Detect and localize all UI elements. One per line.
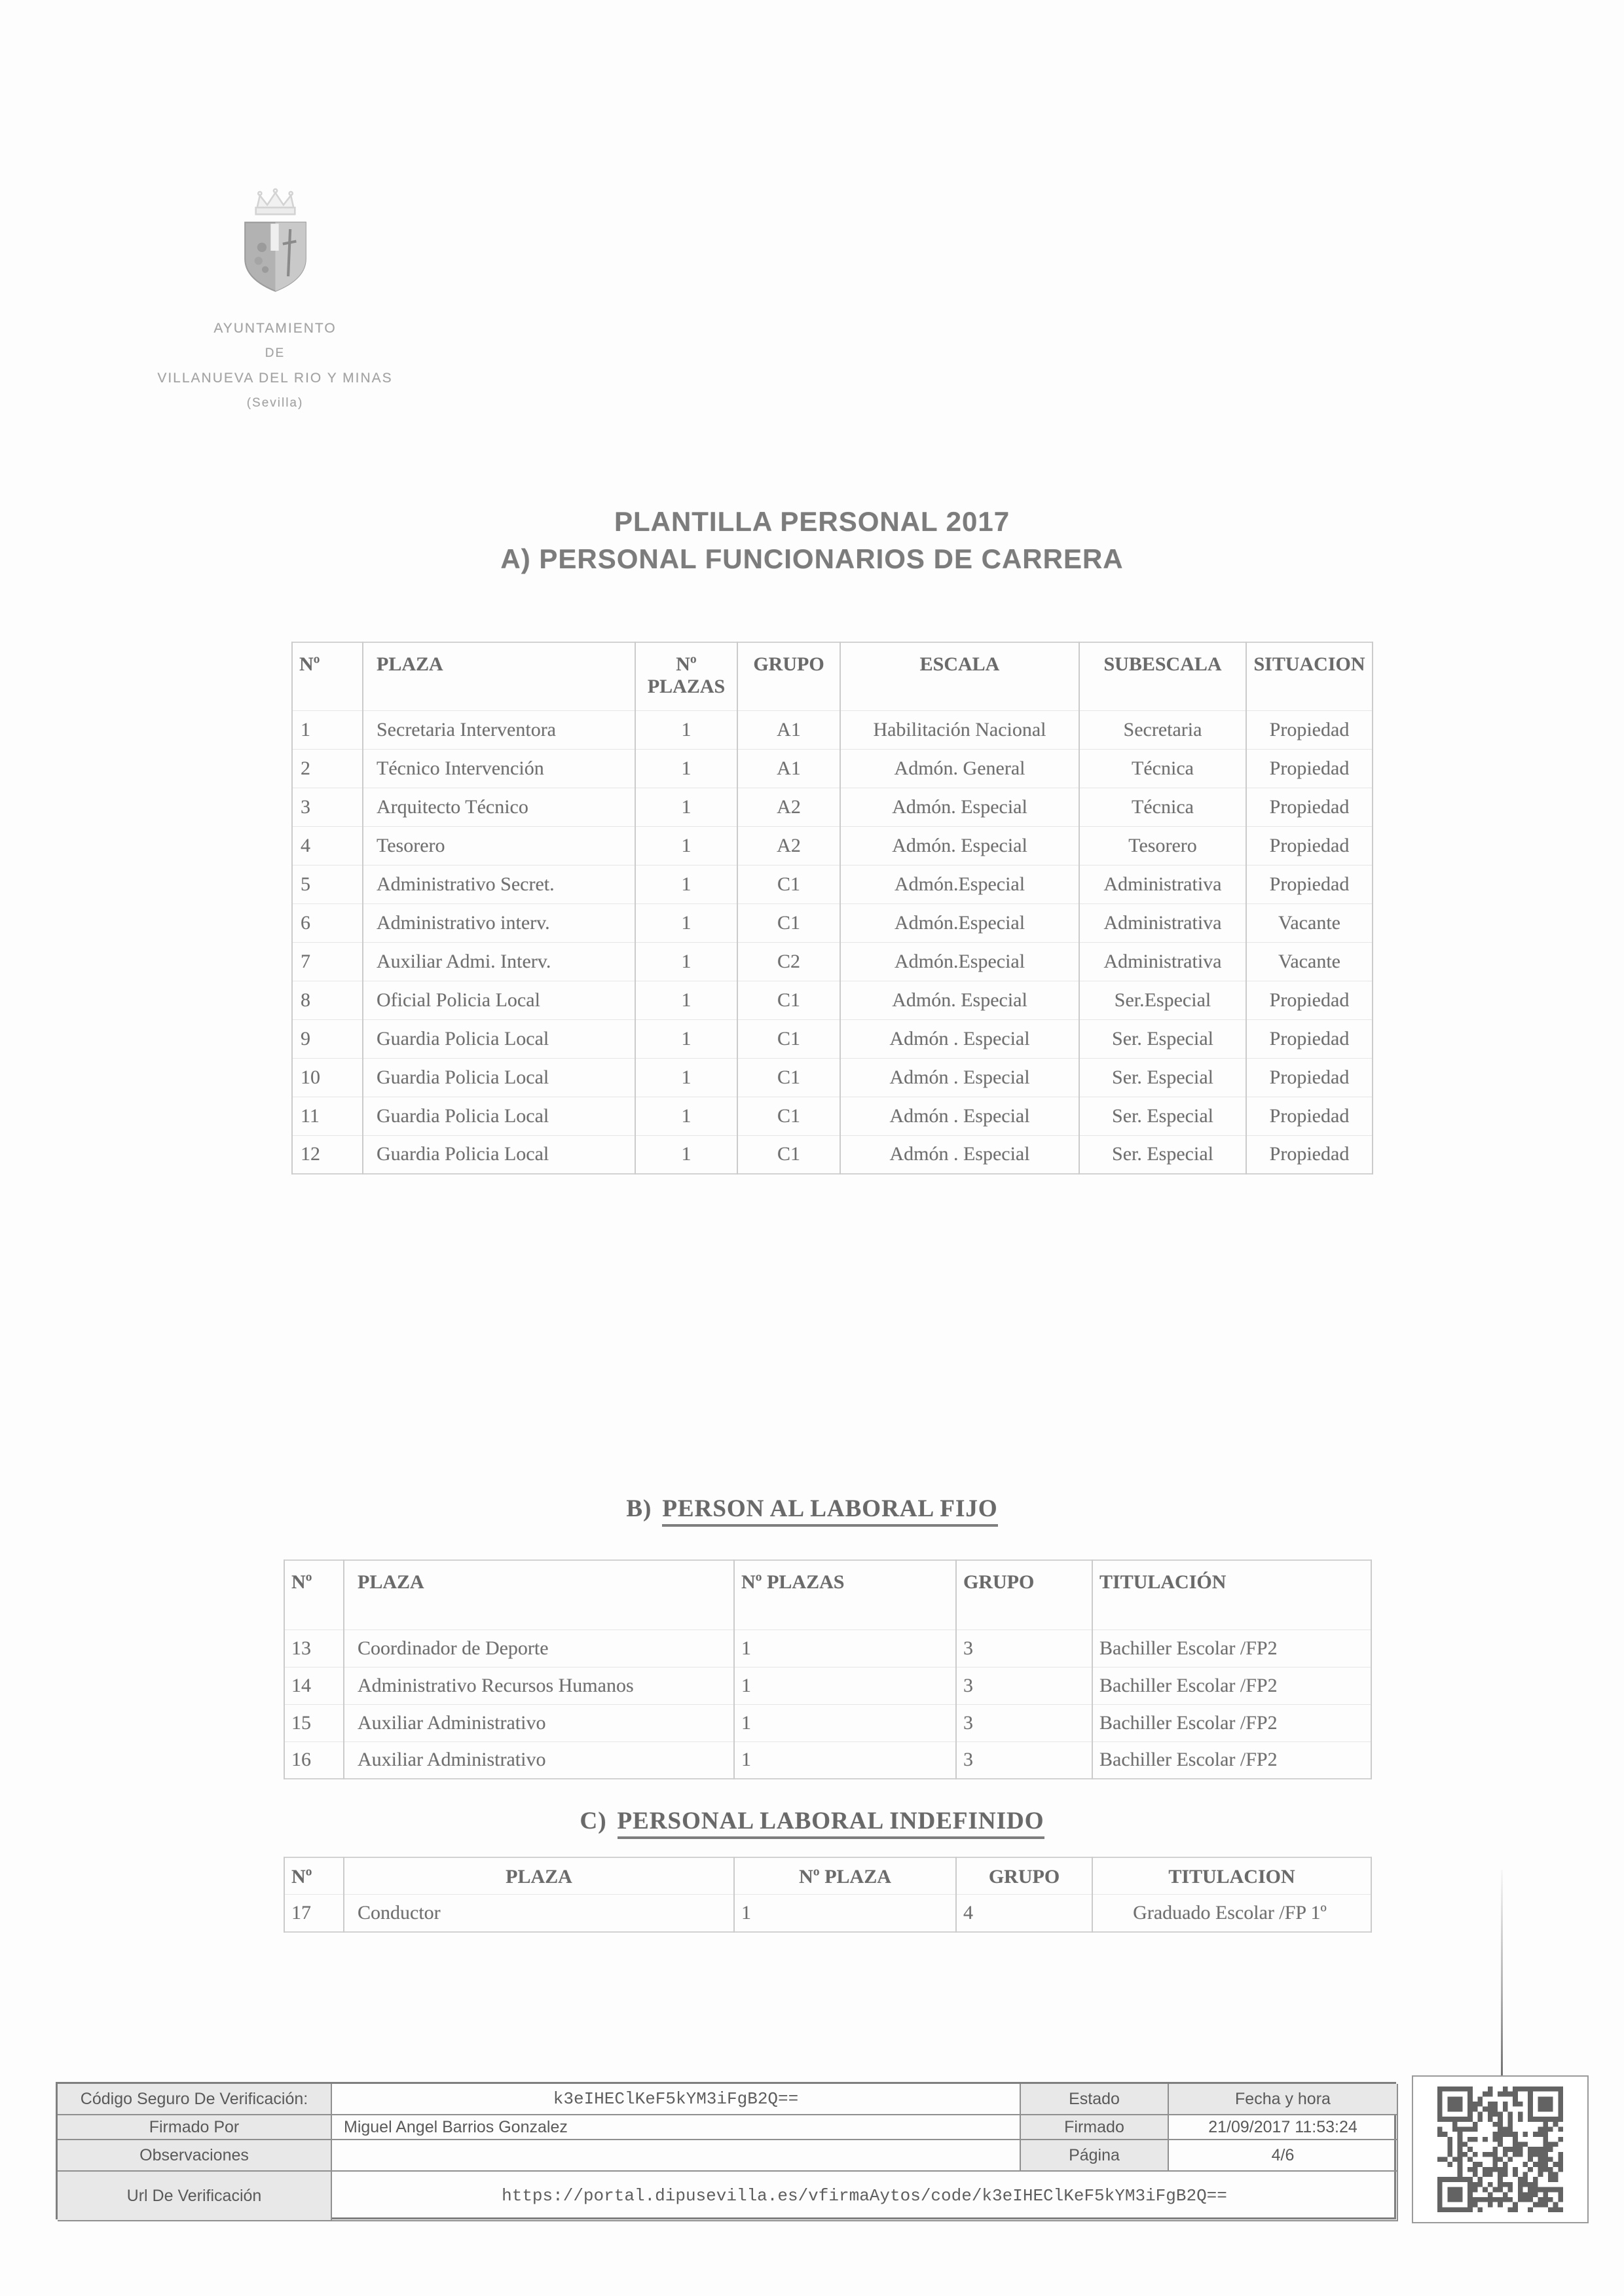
funcionarios-de-carrera-table — [291, 642, 1373, 1175]
table-cell: Técnica — [1079, 749, 1246, 788]
estado-header: Estado — [1021, 2084, 1169, 2115]
table-cell: Propiedad — [1246, 826, 1373, 865]
url-value: https://portal.dipusevilla.es/vfirmaAytos/code/k3eIHEClKeF5kYM3iFgB2Q== — [332, 2172, 1398, 2221]
table-cell: Propiedad — [1246, 710, 1373, 749]
column-header: GRUPO — [956, 1857, 1092, 1894]
table-cell: Propiedad — [1246, 981, 1373, 1019]
table-cell: Propiedad — [1246, 1058, 1373, 1097]
column-header: GRUPO — [737, 642, 840, 710]
section-b-heading — [0, 1495, 1624, 1523]
fecha-value: 21/09/2017 11:53:24 — [1169, 2115, 1398, 2140]
table-cell: Admón. Especial — [840, 788, 1079, 826]
table-cell: Propiedad — [1246, 1097, 1373, 1135]
table-cell: Auxiliar Administrativo — [344, 1741, 734, 1779]
org-name-line1: AYUNTAMIENTO — [213, 321, 337, 336]
table-cell: Admón. Especial — [840, 826, 1079, 865]
column-header: PLAZA — [363, 642, 635, 710]
column-header: TITULACION — [1092, 1857, 1371, 1894]
table-cell: 1 — [635, 788, 737, 826]
table-cell: C1 — [737, 1097, 840, 1135]
csv-value: k3eIHEClKeF5kYM3iFgB2Q== — [332, 2084, 1021, 2115]
table-cell: 6 — [292, 903, 363, 942]
observaciones-value — [332, 2140, 1021, 2172]
table-cell: Administrativo Secret. — [363, 865, 635, 903]
table-cell: 11 — [292, 1097, 363, 1135]
table-row — [292, 749, 1373, 788]
table-cell: 1 — [635, 903, 737, 942]
table-cell: 3 — [292, 788, 363, 826]
table-cell: 1 — [635, 749, 737, 788]
firmado-por-label: Firmado Por — [58, 2115, 332, 2140]
org-name-line4: (Sevilla) — [246, 396, 304, 410]
table-cell: Técnico Intervención — [363, 749, 635, 788]
table-cell: 1 — [635, 865, 737, 903]
table-cell: C1 — [737, 1019, 840, 1058]
table-cell: 4 — [292, 826, 363, 865]
table-row — [292, 788, 1373, 826]
observaciones-label: Observaciones — [58, 2140, 332, 2172]
table-cell: Propiedad — [1246, 749, 1373, 788]
table-cell: A2 — [737, 826, 840, 865]
table-cell: 13 — [284, 1630, 344, 1667]
table-cell: Habilitación Nacional — [840, 710, 1079, 749]
table-cell: Graduado Escolar /FP 1º — [1092, 1894, 1371, 1932]
table-cell: Bachiller Escolar /FP2 — [1092, 1630, 1371, 1667]
table-row — [284, 1630, 1371, 1667]
table-row — [292, 1097, 1373, 1135]
table-cell: Admón . Especial — [840, 1097, 1079, 1135]
table-cell: C2 — [737, 942, 840, 981]
table-cell: A1 — [737, 749, 840, 788]
table-cell: Guardia Policia Local — [363, 1097, 635, 1135]
table-cell: Ser.Especial — [1079, 981, 1246, 1019]
fecha-header: Fecha y hora — [1169, 2084, 1398, 2115]
table-row — [292, 1135, 1373, 1174]
table-row — [284, 1704, 1371, 1741]
table-cell: 1 — [635, 942, 737, 981]
table-cell: Admón.Especial — [840, 865, 1079, 903]
table-cell: C1 — [737, 903, 840, 942]
column-header: Nº PLAZAS — [734, 1560, 956, 1630]
table-cell: Admón . Especial — [840, 1058, 1079, 1097]
table-row — [284, 1667, 1371, 1704]
table-cell: Tesorero — [363, 826, 635, 865]
table-row — [292, 1019, 1373, 1058]
table-cell: C1 — [737, 1058, 840, 1097]
column-header: Nº — [292, 642, 363, 710]
table-cell: Bachiller Escolar /FP2 — [1092, 1704, 1371, 1741]
table-cell: Bachiller Escolar /FP2 — [1092, 1667, 1371, 1704]
table-cell: 5 — [292, 865, 363, 903]
table-cell: 4 — [956, 1894, 1092, 1932]
table-cell: Auxiliar Admi. Interv. — [363, 942, 635, 981]
table-cell: Ser. Especial — [1079, 1135, 1246, 1174]
column-header: PLAZA — [344, 1857, 734, 1894]
table-cell: 16 — [284, 1741, 344, 1779]
coat-of-arms-icon — [231, 183, 320, 298]
table-cell: Guardia Policia Local — [363, 1058, 635, 1097]
table-cell: Arquitecto Técnico — [363, 788, 635, 826]
table-cell: 10 — [292, 1058, 363, 1097]
org-name-line3: VILLANUEVA DEL RIO Y MINAS — [157, 371, 393, 386]
table-cell: 1 — [635, 1135, 737, 1174]
table-cell: Admón. Especial — [840, 981, 1079, 1019]
table-cell: Propiedad — [1246, 1135, 1373, 1174]
table-cell: Ser. Especial — [1079, 1019, 1246, 1058]
firmado-por-value: Miguel Angel Barrios Gonzalez — [332, 2115, 1021, 2140]
table-row — [284, 1741, 1371, 1779]
table-cell: Vacante — [1246, 942, 1373, 981]
qr-code-box — [1412, 2075, 1589, 2223]
table-cell: Propiedad — [1246, 788, 1373, 826]
table-cell: 1 — [734, 1741, 956, 1779]
table-cell: Coordinador de Deporte — [344, 1630, 734, 1667]
header-row — [292, 642, 1373, 710]
table-cell: 1 — [635, 826, 737, 865]
table-cell: Admón. General — [840, 749, 1079, 788]
table-cell: Auxiliar Administrativo — [344, 1704, 734, 1741]
table-cell: 17 — [284, 1894, 344, 1932]
table-cell: Tesorero — [1079, 826, 1246, 865]
table-cell: 14 — [284, 1667, 344, 1704]
table-cell: 1 — [635, 1097, 737, 1135]
table-cell: Secretaria Interventora — [363, 710, 635, 749]
table-cell: A1 — [737, 710, 840, 749]
table-cell: Secretaria — [1079, 710, 1246, 749]
table-cell: Bachiller Escolar /FP2 — [1092, 1741, 1371, 1779]
table-cell: Propiedad — [1246, 865, 1373, 903]
column-header: PLAZA — [344, 1560, 734, 1630]
column-header: SITUACION — [1246, 642, 1373, 710]
pagina-value: 4/6 — [1169, 2140, 1398, 2172]
signature-verification-table — [56, 2082, 1396, 2219]
table-cell: Guardia Policia Local — [363, 1019, 635, 1058]
table-cell: 1 — [635, 1019, 737, 1058]
verification-qr-code — [1437, 2086, 1563, 2212]
column-header: TITULACIÓN — [1092, 1560, 1371, 1630]
org-name-line2: DE — [265, 346, 286, 360]
table-cell: Técnica — [1079, 788, 1246, 826]
table-cell: 1 — [734, 1630, 956, 1667]
table-cell: 7 — [292, 942, 363, 981]
table-cell: C1 — [737, 865, 840, 903]
table-cell: 8 — [292, 981, 363, 1019]
table-row — [292, 826, 1373, 865]
table-cell: 3 — [956, 1741, 1092, 1779]
personal-laboral-indefinido-table — [284, 1857, 1372, 1933]
personal-laboral-fijo-table — [284, 1559, 1372, 1779]
header-row — [284, 1857, 1371, 1894]
table-cell: Administrativo Recursos Humanos — [344, 1667, 734, 1704]
table-cell: Administrativa — [1079, 942, 1246, 981]
table-row — [292, 865, 1373, 903]
section-c-prefix: C) — [580, 1808, 607, 1834]
table-cell: Oficial Policia Local — [363, 981, 635, 1019]
document-title — [403, 503, 1221, 577]
table-cell: 3 — [956, 1704, 1092, 1741]
csv-label: Código Seguro De Verificación: — [58, 2084, 332, 2115]
table-cell: 1 — [734, 1704, 956, 1741]
table-row — [292, 981, 1373, 1019]
table-cell: 1 — [292, 710, 363, 749]
table-row — [292, 942, 1373, 981]
url-label: Url De Verificación — [58, 2172, 332, 2221]
table-cell: Ser. Especial — [1079, 1097, 1246, 1135]
section-b-title: PERSON AL LABORAL FIJO — [662, 1495, 997, 1527]
table-cell: 2 — [292, 749, 363, 788]
table-cell: Ser. Especial — [1079, 1058, 1246, 1097]
table-row — [292, 710, 1373, 749]
section-c-heading — [0, 1807, 1624, 1835]
column-header: SUBESCALA — [1079, 642, 1246, 710]
title-line1: PLANTILLA PERSONAL 2017 — [614, 506, 1010, 537]
table-cell: Administrativa — [1079, 865, 1246, 903]
table-cell: 12 — [292, 1135, 363, 1174]
header-row — [284, 1560, 1371, 1630]
column-header: Nº — [284, 1560, 344, 1630]
table-cell: C1 — [737, 1135, 840, 1174]
table-row — [292, 903, 1373, 942]
column-header: ESCALA — [840, 642, 1079, 710]
scan-artifact-line — [1501, 1870, 1503, 2078]
estado-value: Firmado — [1021, 2115, 1169, 2140]
table-cell: 1 — [635, 981, 737, 1019]
table-row — [292, 1058, 1373, 1097]
header-logo-block — [151, 183, 399, 416]
table-cell: 3 — [956, 1630, 1092, 1667]
section-c-title: PERSONAL LABORAL INDEFINIDO — [618, 1808, 1044, 1839]
table-cell: Admón . Especial — [840, 1019, 1079, 1058]
table-cell: Admón.Especial — [840, 903, 1079, 942]
table-cell: Vacante — [1246, 903, 1373, 942]
column-header: GRUPO — [956, 1560, 1092, 1630]
table-cell: Administrativa — [1079, 903, 1246, 942]
column-header: Nº PLAZA — [734, 1857, 956, 1894]
table-cell: 1 — [734, 1667, 956, 1704]
table-cell: 1 — [635, 710, 737, 749]
table-cell: 1 — [734, 1894, 956, 1932]
title-line2: A) PERSONAL FUNCIONARIOS DE CARRERA — [500, 543, 1124, 574]
table-cell: Admón.Especial — [840, 942, 1079, 981]
table-cell: Administrativo interv. — [363, 903, 635, 942]
column-header: Nº — [284, 1857, 344, 1894]
table-cell: Admón . Especial — [840, 1135, 1079, 1174]
table-row — [284, 1894, 1371, 1932]
column-header: Nº PLAZAS — [635, 642, 737, 710]
table-cell: Propiedad — [1246, 1019, 1373, 1058]
table-cell: 1 — [635, 1058, 737, 1097]
pagina-label: Página — [1021, 2140, 1169, 2172]
table-cell: A2 — [737, 788, 840, 826]
table-cell: 3 — [956, 1667, 1092, 1704]
table-cell: C1 — [737, 981, 840, 1019]
table-cell: 9 — [292, 1019, 363, 1058]
table-cell: Guardia Policia Local — [363, 1135, 635, 1174]
table-cell: 15 — [284, 1704, 344, 1741]
section-b-prefix: B) — [626, 1495, 652, 1522]
table-cell: Conductor — [344, 1894, 734, 1932]
